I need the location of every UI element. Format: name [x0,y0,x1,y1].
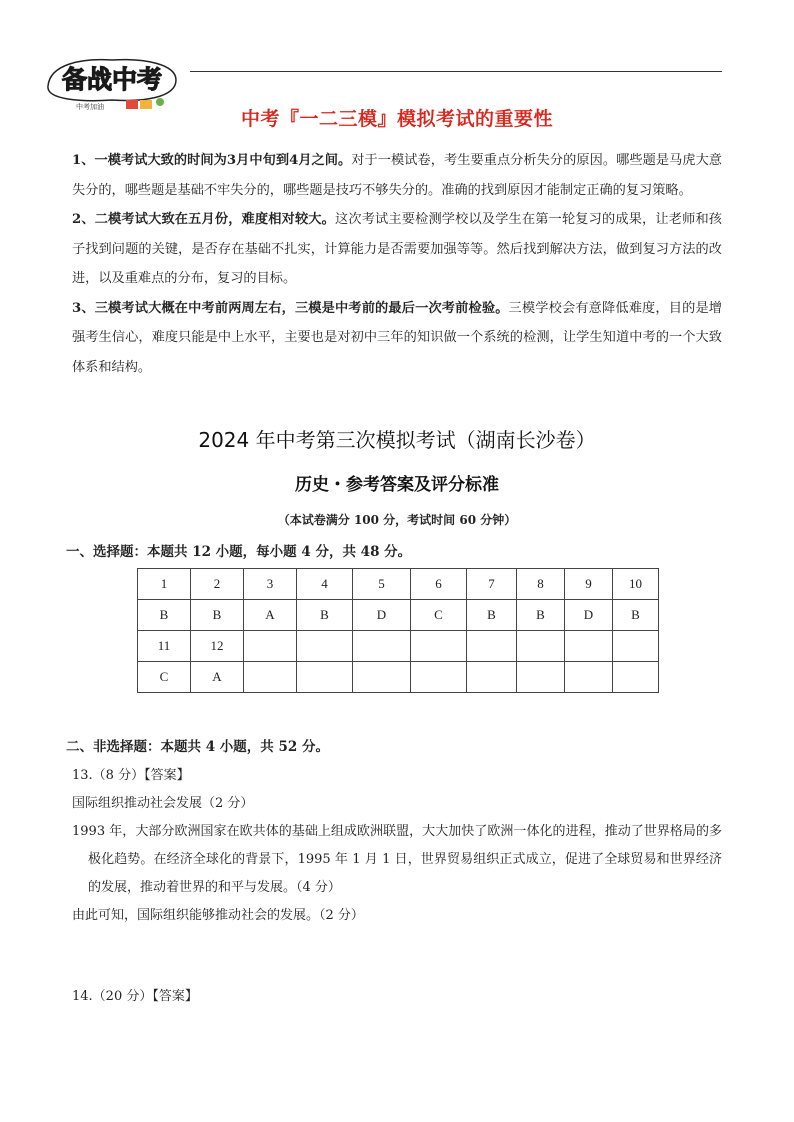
intro-paragraph-2 [72,205,722,294]
table-cell [613,662,659,693]
q13-line1: 国际组织推动社会发展（2 分） [72,796,254,811]
table-cell: 4 [297,569,353,600]
table-cell: 1 [138,569,191,600]
answer-table [137,568,659,693]
table-cell [517,631,565,662]
table-cell: B [138,600,191,631]
svg-text:中考加油: 中考加油 [76,103,104,111]
question-13 [72,762,722,930]
table-cell: 8 [517,569,565,600]
exam-note: （本试卷满分 100 分，考试时间 60 分钟） [277,513,517,527]
exam-subtitle: 历史・参考答案及评分标准 [295,475,499,495]
table-row [138,600,659,631]
table-cell [297,662,353,693]
table-cell [467,631,517,662]
table-cell [244,631,297,662]
table-cell: 11 [138,631,191,662]
table-cell [565,631,613,662]
q14-label: 14.（20 分）【答案】 [72,989,198,1004]
table-cell [517,662,565,693]
table-cell: 3 [244,569,297,600]
table-row [138,569,659,600]
intro-text-1: 对于一模试卷，考生要重点分析失分的原因。哪些题是马虎大意失分的，哪些题是基础不牢失分的，哪些题是技巧不够失分的。准确的找到原因才能制定正确的复习策略。 [72,153,722,198]
table-cell [353,631,411,662]
table-cell [244,662,297,693]
header-rule [190,71,722,72]
intro-bold-3: 3、三模考试大概在中考前两周左右，三模是中考前的最后一次考前检验。 [72,300,509,316]
intro-bold-1: 1、一模考试大致的时间为3月中旬到4月之间。 [72,153,352,168]
table-cell: 9 [565,569,613,600]
table-cell [411,631,467,662]
table-cell: C [411,600,467,631]
intro-text-3: 三模学校会有意降低难度，目的是增强考生信心，难度只能是中上水平，主要也是对初中三年的知识做一个系统的检测，让学生知道中考的一个大致体系和结构。 [72,300,722,375]
table-cell: B [191,600,244,631]
intro-text-2: 这次考试主要检测学校以及学生在第一轮复习的成果，让老师和孩子找到问题的关键，是否存在基础不扎实，计算能力是否需要加强等等。然后找到解决方法，做到复习方法的改进，以及重难点的分布，复习的目标。 [72,212,722,286]
table-row [138,631,659,662]
table-cell: B [613,600,659,631]
table-cell [411,662,467,693]
exam-title: 2024 年中考第三次模拟考试（湖南长沙卷） [198,428,596,452]
table-cell [613,631,659,662]
q13-paragraph: 1993 年，大部分欧洲国家在欧共体的基础上组成欧洲联盟，大大加快了欧洲一体化的进程，推动了世界格局的多极化趋势。在经济全球化的背景下，1995 年 1 月 1 日，世界贸易组织正式成立，促进了全球贸易和世界经济的发展，推动着世界的和平与发展。（4 分） [72,824,722,895]
table-row [138,662,659,693]
table-cell: 12 [191,631,244,662]
table-cell: D [353,600,411,631]
table-cell: C [138,662,191,693]
section2-heading: 二、非选择题：本题共 4 小题，共 52 分。 [66,739,329,755]
intro-paragraph-1 [72,146,722,205]
q13-conclusion: 由此可知，国际组织能够推动社会的发展。（2 分） [72,908,364,923]
table-cell: 5 [353,569,411,600]
table-cell: B [297,600,353,631]
table-cell: A [244,600,297,631]
table-cell [467,662,517,693]
table-cell [565,662,613,693]
table-cell: 7 [467,569,517,600]
q13-label: 13.（8 分）【答案】 [72,768,190,783]
intro-section [72,146,722,382]
table-cell: B [467,600,517,631]
table-cell: B [517,600,565,631]
table-cell: 2 [191,569,244,600]
table-cell: 10 [613,569,659,600]
table-cell: A [191,662,244,693]
intro-bold-2: 2、二模考试大致在五月份，难度相对较大。 [72,212,335,227]
banner-title: 中考『一二三模』模拟考试的重要性 [240,108,553,130]
table-cell: 6 [411,569,467,600]
table-cell [297,631,353,662]
intro-paragraph-3 [72,294,722,383]
table-cell [353,662,411,693]
svg-text:备战中考: 备战中考 [61,65,163,94]
table-cell: D [565,600,613,631]
section1-heading: 一、选择题：本题共 12 小题，每小题 4 分，共 48 分。 [66,544,412,560]
